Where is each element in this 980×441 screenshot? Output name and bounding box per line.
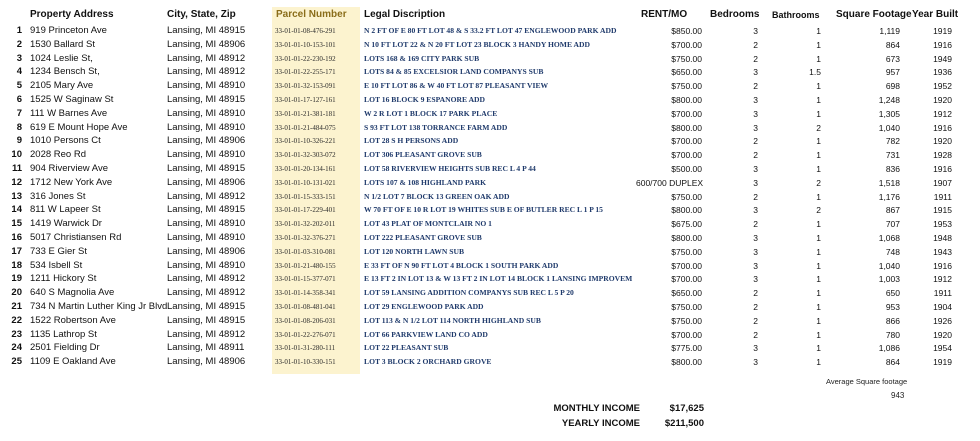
year-built: 1936 [933,67,952,78]
year-built: 1916 [933,164,952,174]
bedrooms: 2 [753,150,758,161]
bedrooms: 3 [753,260,758,271]
bedrooms: 2 [753,53,758,64]
parcel-number: 33-01-01-32-303-072 [272,148,360,162]
property-address: 733 E Gier St [30,245,88,257]
row-number: 4 [16,66,22,78]
city-state-zip: Lansing, MI 48915 [167,301,246,312]
row-number: 10 [11,149,22,161]
table-row [0,121,980,135]
rent-per-month: $750.00 [671,302,702,312]
year-built: 1911 [933,288,952,299]
legal-description: N 2 FT OF E 80 FT LOT 48 & S 33.2 FT LOT 47 ENGLEWOOD PARK ADD [364,26,617,35]
table-row [0,217,980,231]
legal-description: LOT 58 RIVERVIEW HEIGHTS SUB REC L 4 P 44 [364,164,536,173]
rent-per-month: $750.00 [671,246,702,257]
bedrooms: 3 [753,274,758,285]
legal-description: LOT 66 PARKVIEW LAND CO ADD [364,329,488,339]
table-row [0,24,980,38]
parcel-number: 33-01-01-21-381-181 [272,107,360,121]
legal-description: E 33 FT OF N 90 FT LOT 4 BLOCK 1 SOUTH PARK ADD [364,260,559,270]
row-number: 7 [16,107,22,119]
city-state-zip: Lansing, MI 48906 [167,176,246,188]
bathrooms: 1 [816,81,821,92]
property-address: 1109 E Oakland Ave [30,356,116,368]
bathrooms: 2 [816,122,821,133]
table-row [0,328,980,342]
parcel-number: 33-01-01-10-330-151 [272,355,360,369]
square-footage: 953 [885,302,900,312]
bathrooms: 1 [816,260,821,271]
property-address: 1530 Ballard St [30,38,95,50]
year-built: 1916 [933,122,952,133]
bathrooms: 1 [816,150,821,161]
property-address: 2028 Reo Rd [30,149,86,161]
bathrooms: 1 [816,108,821,119]
legal-description: LOT 120 NORTH LAWN SUB [364,246,465,256]
square-footage: 836 [885,164,900,174]
legal-description: LOT 22 PLEASANT SUB [364,343,449,353]
property-address: 1135 Lathrop St [30,328,97,340]
legal-description: N 1/2 LOT 7 BLOCK 13 GREEN OAK ADD [364,191,510,201]
row-number: 20 [11,287,22,299]
table-row [0,148,980,162]
legal-description: LOT 28 S H PERSONS ADD [364,136,459,146]
property-address: 5017 Christiansen Rd [30,232,122,243]
square-footage: 1,086 [878,343,900,354]
parcel-number: 33-01-01-03-310-081 [272,245,360,259]
legal-description: S 93 FT LOT 138 TORRANCE FARM ADD [364,122,508,132]
parcel-number: 33-01-01-14-358-341 [272,286,360,300]
year-built: 1919 [933,357,952,368]
square-footage: 1,040 [878,122,900,133]
row-number: 6 [16,94,22,105]
city-state-zip: Lansing, MI 48911 [167,342,245,354]
bathrooms: 1 [816,274,821,285]
table-row [0,203,980,217]
header-parcel: Parcel Number [272,7,360,23]
city-state-zip: Lansing, MI 48906 [167,356,246,368]
table-row [0,107,980,121]
avg-sqft-value: 943 [891,391,905,400]
row-number: 18 [11,259,22,271]
parcel-number: 33-01-01-21-484-075 [272,121,360,135]
table-row [0,93,980,107]
bedrooms: 2 [753,191,758,202]
bathrooms: 1 [816,288,821,299]
city-state-zip: Lansing, MI 48906 [167,245,246,257]
row-number: 8 [16,121,22,133]
row-number: 3 [16,52,22,64]
rent-per-month: $700.00 [671,136,702,147]
city-state-zip: Lansing, MI 48912 [167,273,246,285]
rent-per-month: $800.00 [671,205,702,216]
row-number: 13 [11,190,22,202]
parcel-number: 33-01-01-08-481-041 [272,300,360,314]
parcel-number: 33-01-01-15-377-071 [272,272,360,286]
bedrooms: 3 [753,122,758,133]
bedrooms: 2 [753,302,758,312]
year-built: 1907 [933,177,952,188]
year-built: 1928 [933,150,952,161]
legal-description: LOT 29 ENGLEWOOD PARK ADD [364,302,484,311]
parcel-number: 33-01-01-32-153-091 [272,79,360,93]
legal-description: E 10 FT LOT 86 & W 40 FT LOT 87 PLEASANT VIEW [364,81,549,91]
property-address: 2105 Mary Ave [30,80,94,92]
city-state-zip: Lansing, MI 48910 [167,259,246,271]
legal-description: LOTS 107 & 108 HIGHLAND PARK [364,177,487,187]
square-footage: 1,248 [878,95,900,105]
header-year: Year Built [912,9,959,20]
bedrooms: 3 [753,108,758,119]
bathrooms: 2 [816,205,821,216]
bedrooms: 3 [753,246,758,257]
property-address: 2501 Fielding Dr [30,342,100,354]
city-state-zip: Lansing, MI 48910 [167,149,246,161]
rent-per-month: $750.00 [671,53,702,64]
bathrooms: 1 [816,164,821,174]
bathrooms: 1 [816,191,821,202]
monthly-income-value: $17,625 [669,403,704,414]
property-address: 1522 Robertson Ave [30,314,116,326]
bedrooms: 2 [753,288,758,299]
property-address: 1211 Hickory St [30,273,97,285]
year-built: 1954 [933,343,952,354]
square-footage: 1,176 [878,191,900,202]
city-state-zip: Lansing, MI 48915 [167,314,246,326]
rent-per-month: $800.00 [671,233,702,243]
year-built: 1916 [933,39,952,50]
table-row [0,52,980,66]
table-row [0,245,980,259]
year-built: 1952 [933,81,952,92]
header-row [0,7,980,21]
rent-per-month: $750.00 [671,191,702,202]
header-address: Property Address [30,9,114,20]
rent-per-month: $775.00 [671,343,702,354]
header-bathrooms: Bathrooms [772,10,820,20]
square-footage: 866 [885,315,900,326]
parcel-number: 33-01-01-08-206-031 [272,314,360,328]
row-number: 2 [16,38,22,50]
table-row [0,286,980,300]
table-row [0,231,980,245]
rent-per-month: $675.00 [671,219,702,230]
city-state-zip: Lansing, MI 48910 [167,232,246,243]
property-address: 811 W Lapeer St [30,204,101,216]
year-built: 1915 [933,205,952,216]
city-state-zip: Lansing, MI 48910 [167,107,246,119]
parcel-number: 33-01-01-17-229-401 [272,203,360,217]
bedrooms: 2 [753,81,758,92]
parcel-number: 33-01-01-22-230-192 [272,52,360,66]
parcel-number: 33-01-01-17-127-161 [272,93,360,107]
square-footage: 780 [885,329,900,340]
yearly-income-label: YEARLY INCOME [561,418,640,429]
property-address: 904 Riverview Ave [30,163,108,174]
header-sqft: Square Footage [836,9,912,20]
row-number: 25 [11,356,22,368]
square-footage: 1,119 [879,26,900,36]
header-city: City, State, Zip [167,9,236,20]
bathrooms: 1 [816,219,821,230]
parcel-number: 33-01-01-32-376-271 [272,231,360,245]
bathrooms: 1 [816,39,821,50]
bedrooms: 3 [753,233,758,243]
bathrooms: 1 [816,26,821,36]
parcel-number: 33-01-01-22-276-071 [272,328,360,342]
property-address: 1419 Warwick Dr [30,218,102,230]
square-footage: 748 [885,246,900,257]
property-address: 919 Princeton Ave [30,25,107,36]
square-footage: 707 [885,219,900,230]
rent-per-month: $800.00 [671,95,702,105]
rent-per-month: $700.00 [671,274,702,285]
rent-per-month: $700.00 [671,260,702,271]
row-number: 22 [11,314,22,326]
bathrooms: 1.5 [809,67,821,78]
square-footage: 731 [885,150,900,161]
property-address: 1010 Persons Ct [30,135,101,147]
rent-per-month: $500.00 [671,164,702,174]
row-number: 23 [11,328,22,340]
parcel-number: 33-01-01-08-476-291 [272,24,360,38]
header-legal: Legal Discription [364,9,446,20]
rent-per-month: $800.00 [671,357,702,368]
property-address: 1525 W Saginaw St [30,94,114,105]
rent-per-month: $700.00 [671,329,702,340]
legal-description: LOT 3 BLOCK 2 ORCHARD GROVE [364,357,492,367]
header-rent: RENT/MO [641,9,688,20]
square-footage: 864 [885,39,900,50]
row-number: 5 [16,80,22,92]
bedrooms: 2 [753,219,758,230]
table-row [0,134,980,148]
parcel-number: 33-01-01-22-255-171 [272,65,360,79]
property-address: 1712 New York Ave [30,176,113,188]
year-built: 1920 [933,136,952,147]
bathrooms: 1 [816,53,821,64]
table-row [0,79,980,93]
bathrooms: 1 [816,343,821,354]
row-number: 15 [11,218,22,230]
bedrooms: 3 [753,205,758,216]
city-state-zip: Lansing, MI 48910 [167,121,246,133]
bedrooms: 3 [753,67,758,78]
rent-per-month: $850.00 [671,26,702,36]
city-state-zip: Lansing, MI 48906 [167,38,246,50]
year-built: 1920 [933,329,952,340]
bathrooms: 1 [816,95,821,105]
city-state-zip: Lansing, MI 48906 [167,135,246,147]
square-footage: 1,518 [878,177,900,188]
property-address: 1024 Leslie St, [30,52,93,64]
bathrooms: 1 [816,315,821,326]
header-bedrooms: Bedrooms [710,9,760,20]
bathrooms: 2 [816,177,821,188]
table-row [0,314,980,328]
square-footage: 864 [885,357,900,368]
square-footage: 1,068 [878,233,900,243]
avg-sqft-label: Average Square footage [826,377,908,386]
table-row [0,65,980,79]
bedrooms: 3 [753,357,758,368]
rent-per-month: $750.00 [671,315,702,326]
city-state-zip: Lansing, MI 48912 [167,328,246,340]
legal-description: LOT 16 BLOCK 9 ESPANORE ADD [364,95,486,104]
row-number: 11 [11,163,22,174]
bedrooms: 2 [753,136,758,147]
parcel-number: 33-01-01-32-202-011 [272,217,360,231]
property-address: 734 N Martin Luther King Jr Blvd [30,301,168,312]
table-row [0,190,980,204]
yearly-income-value: $211,500 [664,418,704,429]
rent-per-month: $650.00 [671,67,702,78]
year-built: 1926 [933,315,952,326]
year-built: 1916 [933,260,952,271]
bathrooms: 1 [816,136,821,147]
city-state-zip: Lansing, MI 48915 [167,94,246,105]
square-footage: 782 [885,136,900,147]
square-footage: 867 [885,205,900,216]
legal-description: E 13 FT 2 IN LOT 13 & W 13 FT 2 IN LOT 14 BLOCK 1 LANSING IMPROVEM [364,274,633,284]
legal-description: LOTS 168 & 169 CITY PARK SUB [364,53,480,63]
legal-description: W 70 FT OF E 10 R LOT 19 WHITES SUB E OF BUTLER REC L 1 P 15 [364,205,603,215]
square-footage: 650 [885,288,900,299]
city-state-zip: Lansing, MI 48915 [167,25,246,36]
property-address: 1234 Bensch St, [30,66,100,78]
legal-description: LOT 113 & N 1/2 LOT 114 NORTH HIGHLAND SUB [364,315,541,325]
rent-per-month: $700.00 [671,39,702,50]
rent-per-month: $800.00 [671,122,702,133]
property-address: 111 W Barnes Ave [30,107,108,119]
property-address: 619 E Mount Hope Ave [30,121,128,133]
city-state-zip: Lansing, MI 48912 [167,66,246,78]
square-footage: 957 [885,67,900,78]
square-footage: 673 [885,53,900,64]
legal-description: W 2 R LOT 1 BLOCK 17 PARK PLACE [364,108,498,118]
row-number: 14 [11,204,22,216]
year-built: 1949 [933,53,952,64]
city-state-zip: Lansing, MI 48912 [167,190,246,202]
year-built: 1920 [933,95,952,105]
property-address: 316 Jones St [30,190,86,202]
bedrooms: 3 [753,26,758,36]
rent-per-month: $700.00 [671,150,702,161]
bedrooms: 3 [753,95,758,105]
year-built: 1912 [933,274,952,285]
parcel-number: 33-01-01-15-333-151 [272,190,360,204]
bedrooms: 2 [753,315,758,326]
bedrooms: 2 [753,39,758,50]
legal-description: LOT 306 PLEASANT GROVE SUB [364,150,482,160]
parcel-number: 33-01-01-20-134-161 [272,162,360,176]
parcel-number: 33-01-01-31-280-111 [272,341,360,355]
property-address: 640 S Magnolia Ave [30,287,115,299]
rent-per-month: $700.00 [671,108,702,119]
row-number: 24 [11,342,22,354]
table-row [0,341,980,355]
row-number: 16 [11,232,22,243]
table-row [0,38,980,52]
city-state-zip: Lansing, MI 48910 [167,218,246,230]
table-row [0,300,980,314]
city-state-zip: Lansing, MI 48910 [167,80,246,92]
row-number: 17 [11,245,22,257]
row-number: 12 [11,176,22,188]
parcel-number: 33-01-01-10-131-021 [272,176,360,190]
rent-per-month: $750.00 [671,81,702,92]
table-row [0,355,980,369]
parcel-number: 33-01-01-10-153-101 [272,38,360,52]
city-state-zip: Lansing, MI 48915 [167,163,246,174]
legal-description: LOT 43 PLAT OF MONTCLAIR NO 1 [364,219,492,229]
row-number: 9 [16,135,22,147]
city-state-zip: Lansing, MI 48912 [167,52,246,64]
legal-description: LOTS 84 & 85 EXCELSIOR LAND COMPANYS SUB [364,67,544,77]
table-row [0,176,980,190]
legal-description: LOT 59 LANSING ADDITION COMPANYS SUB REC L 5 P 20 [364,288,574,298]
rent-per-month: 600/700 DUPLEX [636,177,704,188]
bathrooms: 1 [816,357,821,368]
year-built: 1943 [933,246,952,257]
row-number: 1 [16,25,22,36]
square-footage: 1,305 [878,108,900,119]
bedrooms: 2 [753,329,758,340]
bedrooms: 3 [753,164,758,174]
bathrooms: 1 [816,233,821,243]
bedrooms: 3 [753,177,758,188]
bedrooms: 3 [753,343,758,354]
legal-description: LOT 222 PLEASANT GROVE SUB [364,233,482,242]
square-footage: 1,040 [878,260,900,271]
year-built: 1912 [933,108,952,119]
table-row [0,272,980,286]
year-built: 1948 [933,233,952,243]
bathrooms: 1 [816,302,821,312]
monthly-income-label: MONTHLY INCOME [553,403,640,414]
table-row [0,259,980,273]
year-built: 1904 [933,302,952,312]
bathrooms: 1 [816,329,821,340]
parcel-number: 33-01-01-21-480-155 [272,259,360,273]
table-row [0,162,980,176]
square-footage: 1,003 [878,274,900,285]
city-state-zip: Lansing, MI 48915 [167,204,246,216]
city-state-zip: Lansing, MI 48912 [167,287,246,299]
square-footage: 698 [885,81,900,92]
bathrooms: 1 [816,246,821,257]
row-number: 21 [11,301,22,312]
row-number: 19 [11,273,22,285]
rent-per-month: $650.00 [671,288,702,299]
property-address: 534 Isbell St [30,259,83,271]
year-built: 1953 [933,219,952,230]
year-built: 1911 [933,191,952,202]
legal-description: N 10 FT LOT 22 & N 20 FT LOT 23 BLOCK 3 HANDY HOME ADD [364,39,590,49]
year-built: 1919 [933,26,952,36]
parcel-number: 33-01-01-10-326-221 [272,134,360,148]
